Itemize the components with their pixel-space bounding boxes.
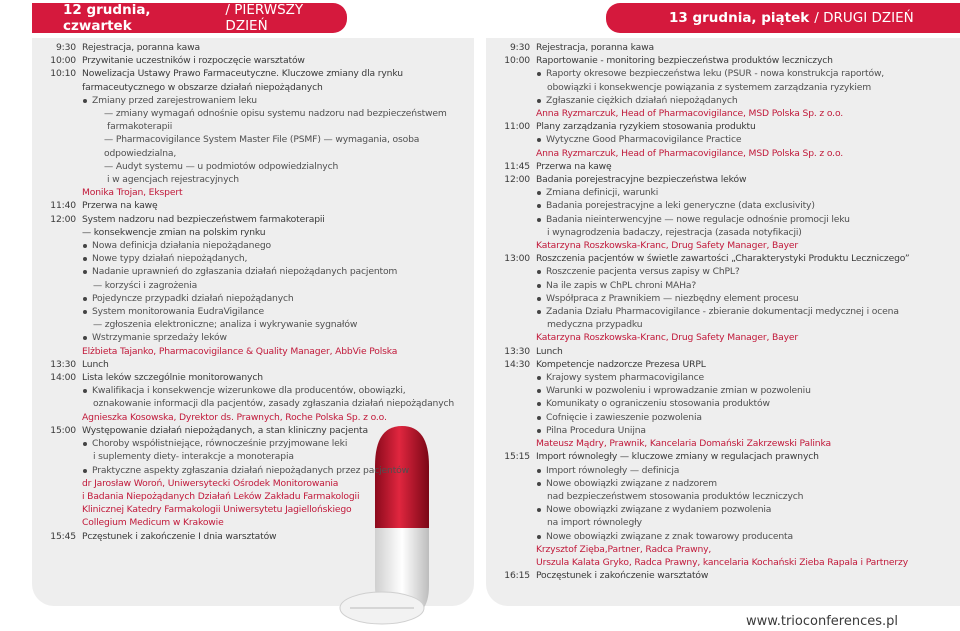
time-label — [486, 239, 536, 252]
schedule-row — [32, 411, 472, 424]
bullet-item: System monitorowania EudraVigilance — [82, 305, 472, 318]
time-label — [486, 279, 536, 292]
speaker-name: Katarzyna Roszkowska-Kranc, Drug Safety Manager, Bayer — [536, 332, 799, 344]
time-label: 15:00 — [50, 424, 76, 436]
schedule-row — [486, 569, 956, 582]
session-title: farmaceutycznego w obszarze działań niepożądanych — [82, 81, 323, 93]
bullet-continuation: i suplementy diety- interakcje a monoterapia — [93, 451, 294, 463]
dash-text: zmiany wymagań odnośnie opisu systemu nadzoru nad bezpieczeństwem — [115, 108, 447, 120]
entry-body — [536, 384, 956, 397]
schedule-row — [486, 424, 956, 437]
schedule-row — [32, 503, 472, 516]
bullet-item: Badania nieinterwencyjne — nowe regulacje odnośnie promocji leku — [536, 213, 956, 226]
schedule-row — [32, 305, 472, 331]
entry-body — [82, 358, 472, 371]
entry-body — [82, 331, 472, 344]
dash-item: — Pharmacovigilance System Master File (PSMF) — wymagania, osoba odpowiedzialna, — [104, 134, 420, 159]
entry-body — [536, 411, 956, 424]
day2-header — [606, 3, 960, 33]
entry-body — [82, 94, 472, 107]
bullet-item: Badania porejestracyjne a leki generyczne (data exclusivity) — [536, 199, 956, 212]
session-title: System nadzoru nad bezpieczeństwem farmakoterapii — [82, 213, 325, 225]
bullet-item: Choroby współistniejące, równocześnie przyjmowane leki — [82, 437, 472, 450]
schedule-row — [486, 120, 956, 133]
time-label — [486, 556, 536, 569]
bullet-item: Zadania Działu Pharmacovigilance - zbieranie dokumentacji medycznej i ocena — [536, 305, 956, 318]
entry-body — [536, 199, 956, 212]
session-title: Rejestracja, poranna kawa — [536, 42, 654, 53]
bullet-item: Nowe obowiązki związane z wydaniem pozwolenia — [536, 503, 956, 516]
time-label — [486, 464, 536, 477]
session-title: Lunch — [536, 345, 563, 357]
bullet-item: Roszczenie pacjenta versus zapisy w ChPL? — [536, 265, 956, 278]
schedule-row — [486, 133, 956, 146]
schedule-row — [486, 477, 956, 503]
bullet-item: Cofnięcie i zawieszenie pozwolenia — [536, 411, 956, 424]
entry-body — [82, 371, 472, 384]
schedule-row — [486, 331, 956, 344]
entry-body — [536, 120, 956, 133]
entry-body — [82, 424, 472, 437]
entry-body — [82, 305, 472, 331]
entry-body — [82, 54, 472, 67]
time-label — [486, 199, 536, 212]
bullet-continuation: i wynagrodzenia badaczy, rejestracja (zasada notyfikacji) — [547, 226, 802, 238]
schedule-row — [486, 147, 956, 160]
time-label: 9:30 — [509, 42, 530, 53]
entry-body — [536, 265, 956, 278]
session-title: Plany zarządzania ryzykiem stosowania produktu — [536, 121, 756, 133]
schedule-row — [486, 265, 956, 278]
schedule-row — [32, 133, 472, 159]
entry-body — [82, 67, 472, 93]
bullet-item: Praktyczne aspekty zgłaszania działań niepożądanych przez pacjentów — [82, 464, 472, 477]
schedule-row — [32, 371, 472, 384]
entry-body — [536, 213, 956, 239]
schedule-row — [32, 437, 472, 463]
bullet-continuation: medyczna przypadku — [547, 319, 643, 331]
schedule-row — [32, 384, 472, 410]
time-label: 11:45 — [504, 160, 530, 172]
session-title: Roszczenia pacjentów w świetle zawartości „Charakterystyki Produktu Leczniczego” — [536, 253, 910, 265]
speaker-name: Elżbieta Tajanko, Pharmacovigilance & Quality Manager, AbbVie Polska — [82, 345, 398, 357]
speaker-name: Urszula Kalata Gryko, Radca Prawny, kancelaria Kochański Zieba Rapala i Partnerzy — [536, 556, 909, 568]
bullet-item: Wstrzymanie sprzedaży leków — [82, 331, 472, 344]
speaker-name: Collegium Medicum w Krakowie — [82, 517, 224, 529]
schedule-row — [486, 107, 956, 120]
bullet-item: Krajowy system pharmacovigilance — [536, 371, 956, 384]
schedule-row — [486, 411, 956, 424]
schedule-row — [486, 213, 956, 239]
session-title: Przerwa na kawę — [536, 160, 612, 172]
entry-body — [536, 464, 956, 477]
entry-body — [536, 292, 956, 305]
session-title: Import równoległy — kluczowe zmiany w regulacjach prawnych — [536, 451, 819, 463]
entry-body — [536, 371, 956, 384]
schedule-row — [486, 437, 956, 450]
schedule-row — [486, 543, 956, 556]
day2-label: / DRUGI DZIEŃ — [814, 10, 914, 26]
time-label — [32, 305, 82, 331]
entry-body — [82, 384, 472, 410]
session-title: Kompetencje nadzorcze Prezesa URPL — [536, 358, 706, 370]
bullet-item: Kwalifikacja i konsekwencje wizerunkowe dla producentów, obowiązki, — [82, 384, 472, 397]
schedule-row — [486, 199, 956, 212]
dash-continuation: i w agencjach rejestracyjnych — [107, 174, 239, 186]
bullet-item: Zmiany przed zarejestrowaniem leku — [82, 94, 472, 107]
time-label — [32, 133, 82, 159]
entry-body — [536, 437, 956, 450]
schedule-row — [32, 186, 472, 199]
speaker-name: Krzysztof Zięba,Partner, Radca Prawny, — [536, 543, 712, 555]
speaker-name: Monika Trojan, Ekspert — [82, 187, 183, 199]
time-label — [486, 107, 536, 120]
session-title: Nowelizacja Ustawy Prawo Farmaceutyczne. Kluczowe zmiany dla rynku — [82, 68, 403, 80]
time-label: 12:00 — [50, 213, 76, 225]
bullet-continuation: — zgłoszenia elektroniczne; analiza i wykrywanie sygnałów — [93, 319, 358, 331]
day1-schedule — [32, 41, 472, 543]
session-title: Raportowanie - monitoring bezpieczeństwa produktów leczniczych — [536, 55, 833, 67]
time-label — [32, 384, 82, 410]
dash-text: Pharmacovigilance System Master File (PSMF) — wymagania, osoba odpowiedzialna, — [104, 134, 420, 159]
time-label — [486, 530, 536, 543]
time-label — [32, 331, 82, 344]
time-label: 10:10 — [50, 68, 76, 80]
bullet-continuation: nad bezpieczeństwem stosowania produktów leczniczych — [547, 490, 804, 502]
entry-body — [536, 107, 956, 120]
dash-item: — Audyt systemu — u podmiotów odpowiedzialnych — [104, 160, 339, 172]
entry-body — [82, 186, 472, 199]
entry-body — [536, 67, 956, 93]
schedule-row — [486, 186, 956, 199]
speaker-name: Agnieszka Kosowska, Dyrektor ds. Prawnych, Roche Polska Sp. z o.o. — [82, 411, 387, 423]
bullet-continuation: na import równoległy — [547, 517, 642, 529]
session-title: Rejestracja, poranna kawa — [82, 42, 200, 53]
session-title: Występowanie działań niepożądanych, a stan kliniczny pacjenta — [82, 424, 368, 436]
time-label — [486, 543, 536, 556]
schedule-row — [32, 424, 472, 437]
entry-body — [82, 265, 472, 291]
bullet-continuation: — korzyści i zagrożenia — [93, 279, 198, 291]
time-label — [486, 292, 536, 305]
schedule-row — [32, 160, 472, 186]
time-label — [486, 305, 536, 331]
schedule-row — [486, 530, 956, 543]
entry-body — [82, 107, 472, 133]
entry-body — [536, 252, 956, 265]
entry-body — [82, 292, 472, 305]
time-label — [486, 371, 536, 384]
time-label — [486, 331, 536, 344]
session-title: Przerwa na kawę — [82, 200, 158, 212]
entry-body — [536, 397, 956, 410]
time-label — [32, 345, 82, 358]
entry-body — [536, 279, 956, 292]
schedule-row — [32, 107, 472, 133]
entry-body — [536, 477, 956, 503]
schedule-row — [32, 67, 472, 93]
entry-body — [82, 477, 472, 490]
time-label: 11:00 — [504, 121, 530, 133]
time-label — [32, 265, 82, 291]
time-label — [32, 239, 82, 252]
time-label: 11:40 — [50, 200, 76, 212]
time-label — [486, 384, 536, 397]
time-label — [32, 107, 82, 133]
bullet-item: Nowe obowiązki związane z znak towarowy producenta — [536, 530, 956, 543]
schedule-row — [486, 239, 956, 252]
time-label — [32, 516, 82, 529]
time-label — [32, 160, 82, 186]
schedule-row — [486, 54, 956, 67]
entry-body — [536, 41, 956, 54]
time-label — [32, 292, 82, 305]
bullet-item: Nowa definicja działania niepożądanego — [82, 239, 472, 252]
bullet-item: Nadanie uprawnień do zgłaszania działań niepożądanych pacjentom — [82, 265, 472, 278]
schedule-row — [486, 464, 956, 477]
bullet-item: Pilna Procedura Unijna — [536, 424, 956, 437]
entry-body — [536, 424, 956, 437]
bullet-item: Wytyczne Good Pharmacovigilance Practice — [536, 133, 956, 146]
schedule-row — [486, 94, 956, 107]
time-label: 10:00 — [50, 55, 76, 67]
schedule-row — [486, 41, 956, 54]
time-label — [32, 503, 82, 516]
bullet-item: Warunki w pozwoleniu i wprowadzanie zmian w pozwoleniu — [536, 384, 956, 397]
speaker-name: Katarzyna Roszkowska-Kranc, Drug Safety Manager, Bayer — [536, 240, 799, 252]
entry-body — [82, 133, 472, 159]
schedule-row — [486, 384, 956, 397]
speaker-name: dr Jarosław Woroń, Uniwersytecki Ośrodek Monitorowania — [82, 477, 339, 489]
time-label — [486, 133, 536, 146]
entry-body — [536, 450, 956, 463]
schedule-row — [486, 305, 956, 331]
time-label: 15:15 — [504, 451, 530, 463]
time-label: 13:30 — [50, 358, 76, 370]
entry-body — [82, 437, 472, 463]
footer-url[interactable]: www.trioconferences.pl — [746, 614, 898, 629]
schedule-row — [32, 252, 472, 265]
entry-body — [536, 530, 956, 543]
session-title: Przywitanie uczestników i rozpoczęcie warsztatów — [82, 55, 305, 67]
entry-body — [536, 160, 956, 173]
schedule-row — [486, 345, 956, 358]
session-title: Badania porejestracyjne bezpieczeństwa leków — [536, 174, 747, 186]
schedule-row — [486, 358, 956, 371]
entry-body — [536, 186, 956, 199]
time-label — [486, 265, 536, 278]
session-title: — konsekwencje zmian na polskim rynku — [82, 226, 266, 238]
schedule-row — [32, 331, 472, 344]
entry-body — [536, 331, 956, 344]
bullet-continuation: obowiązki i konsekwencje powiązania z systemem zarządzania ryzykiem — [547, 81, 872, 93]
schedule-row — [486, 371, 956, 384]
schedule-row — [486, 252, 956, 265]
entry-body — [536, 147, 956, 160]
schedule-row — [486, 397, 956, 410]
schedule-row — [32, 516, 472, 529]
schedule-row — [32, 292, 472, 305]
entry-body — [82, 239, 472, 252]
time-label — [32, 186, 82, 199]
entry-body — [82, 464, 472, 477]
time-label — [486, 147, 536, 160]
entry-body — [536, 543, 956, 556]
entry-body — [82, 516, 472, 529]
schedule-row — [32, 41, 472, 54]
entry-body — [536, 345, 956, 358]
time-label: 16:15 — [504, 570, 530, 582]
time-label: 14:00 — [50, 372, 76, 384]
entry-body — [536, 133, 956, 146]
schedule-row — [32, 54, 472, 67]
time-label — [486, 437, 536, 450]
entry-body — [536, 239, 956, 252]
bullet-item: Zgłaszanie ciężkich działań niepożądanych — [536, 94, 956, 107]
schedule-row — [486, 292, 956, 305]
time-label — [32, 464, 82, 477]
entry-body — [82, 530, 472, 543]
entry-body — [82, 160, 472, 186]
entry-body — [82, 345, 472, 358]
bullet-item: Zmiana definicji, warunki — [536, 186, 956, 199]
time-label — [486, 67, 536, 93]
entry-body — [536, 305, 956, 331]
entry-body — [536, 569, 956, 582]
speaker-name: Mateusz Mądry, Prawnik, Kancelaria Domański Zakrzewski Palinka — [536, 438, 831, 450]
time-label: 10:00 — [504, 55, 530, 67]
time-label — [32, 411, 82, 424]
entry-body — [82, 490, 472, 503]
entry-body — [536, 503, 956, 529]
bullet-item: Pojedyncze przypadki działań niepożądanych — [82, 292, 472, 305]
entry-body — [536, 358, 956, 371]
entry-body — [82, 252, 472, 265]
bullet-item: Na ile zapis w ChPL chroni MAHa? — [536, 279, 956, 292]
day1-date: 12 grudnia, czwartek — [63, 2, 151, 34]
entry-body — [536, 556, 956, 569]
entry-body — [536, 94, 956, 107]
entry-body — [536, 54, 956, 67]
speaker-name: i Badania Niepożądanych Działań Leków Zakładu Farmakologii — [82, 490, 360, 502]
bullet-item: Nowe typy działań niepożądanych, — [82, 252, 472, 265]
time-label — [486, 477, 536, 503]
time-label — [32, 252, 82, 265]
schedule-row — [32, 213, 472, 239]
bullet-item: Raporty okresowe bezpieczeństwa leku (PSUR - nowa konstrukcja raportów, — [536, 67, 956, 80]
time-label: 13:30 — [504, 345, 530, 357]
day1-label: / PIERWSZY DZIEŃ — [225, 2, 304, 34]
speaker-name: Anna Ryzmarczuk, Head of Pharmacovigilance, MSD Polska Sp. z o.o. — [536, 108, 844, 120]
time-label — [486, 94, 536, 107]
time-label: 12:00 — [504, 174, 530, 186]
schedule-row — [32, 199, 472, 212]
time-label — [486, 411, 536, 424]
time-label: 14:30 — [504, 358, 530, 370]
time-label — [486, 424, 536, 437]
time-label: 9:30 — [55, 42, 76, 53]
dash-continuation: farmakoterapii — [107, 121, 173, 133]
schedule-row — [486, 67, 956, 93]
bullet-item: Import równoległy — definicja — [536, 464, 956, 477]
time-label: 13:00 — [504, 253, 530, 265]
entry-body — [82, 213, 472, 239]
schedule-row — [32, 530, 472, 543]
bullet-continuation: oznakowanie informacji dla pacjentów, zasady zgłaszania działań niepożądanych — [93, 398, 455, 410]
bullet-item: Nowe obowiązki związane z nadzorem — [536, 477, 956, 490]
time-label — [32, 477, 82, 490]
entry-body — [536, 173, 956, 186]
session-title: Lista leków szczególnie monitorowanych — [82, 372, 263, 384]
time-label: 15:45 — [50, 530, 76, 542]
speaker-name: Anna Ryzmarczuk, Head of Pharmacovigilance, MSD Polska Sp. z o.o. — [536, 147, 844, 159]
day2-schedule — [486, 41, 956, 582]
schedule-row — [32, 490, 472, 503]
schedule-row — [486, 173, 956, 186]
time-label — [486, 186, 536, 199]
time-label — [32, 94, 82, 107]
bullet-item: Współpraca z Prawnikiem — niezbędny element procesu — [536, 292, 956, 305]
day2-date: 13 grudnia, piątek — [669, 10, 810, 26]
session-title: Pczęstunek i zakończenie I dnia warsztatów — [82, 530, 277, 542]
schedule-row — [32, 477, 472, 490]
schedule-row — [486, 503, 956, 529]
schedule-row — [486, 450, 956, 463]
session-title: Lunch — [82, 358, 109, 370]
schedule-row — [32, 345, 472, 358]
session-title: Poczęstunek i zakończenie warsztatów — [536, 570, 709, 582]
schedule-row — [486, 279, 956, 292]
bullet-item: Komunikaty o ograniczeniu stosowania produktów — [536, 397, 956, 410]
schedule-row — [32, 94, 472, 107]
schedule-row — [32, 358, 472, 371]
entry-body — [82, 411, 472, 424]
time-label — [486, 213, 536, 239]
day1-header — [32, 3, 347, 33]
entry-body — [82, 41, 472, 54]
time-label — [486, 503, 536, 529]
time-label — [486, 397, 536, 410]
entry-body — [82, 199, 472, 212]
schedule-row — [486, 160, 956, 173]
schedule-row — [32, 265, 472, 291]
dash-text: Audyt systemu — u podmiotów odpowiedzialnych — [115, 160, 339, 172]
speaker-name: Klinicznej Katedry Farmakologii Uniwersytetu Jagiellońskiego — [82, 504, 352, 516]
schedule-row — [32, 239, 472, 252]
dash-item: — zmiany wymagań odnośnie opisu systemu nadzoru nad bezpieczeństwem — [104, 108, 447, 120]
entry-body — [82, 503, 472, 516]
schedule-row — [32, 464, 472, 477]
schedule-row — [486, 556, 956, 569]
time-label — [32, 490, 82, 503]
time-label — [32, 437, 82, 463]
